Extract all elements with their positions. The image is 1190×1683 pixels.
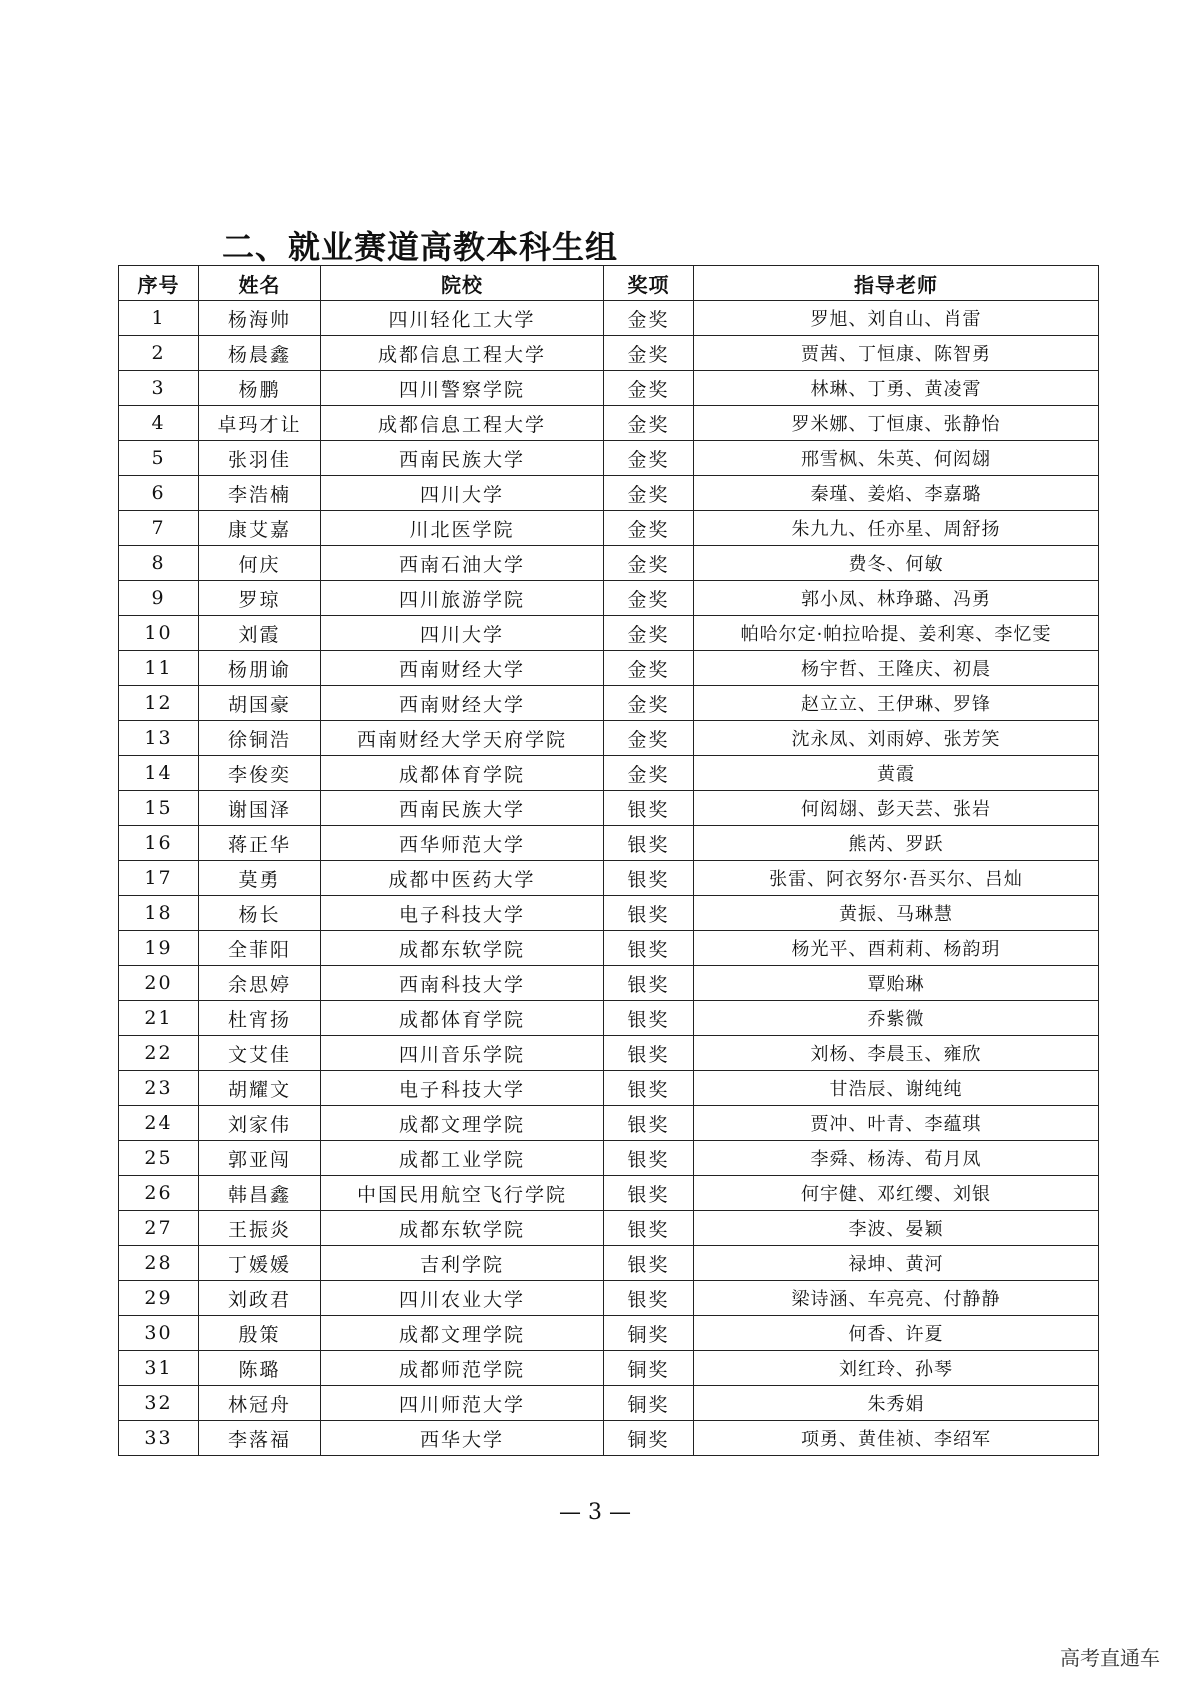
cell-name: 郭亚闯: [199, 1141, 321, 1176]
cell-teachers: 何香、许夏: [694, 1316, 1099, 1351]
cell-award: 金奖: [604, 721, 694, 756]
cell-teachers: 杨光平、酉莉莉、杨韵玥: [694, 931, 1099, 966]
cell-teachers: 何闳翃、彭天芸、张岩: [694, 791, 1099, 826]
table-row: [119, 616, 1099, 651]
table-row: [119, 896, 1099, 931]
cell-name: 余思婷: [199, 966, 321, 1001]
cell-school: 四川师范大学: [321, 1386, 604, 1421]
table-row: [119, 1281, 1099, 1316]
table-row: [119, 511, 1099, 546]
table-row: [119, 371, 1099, 406]
table-body: [119, 301, 1099, 1456]
table-row: [119, 581, 1099, 616]
cell-teachers: 杨宇哲、王隆庆、初晨: [694, 651, 1099, 686]
cell-name: 李俊奕: [199, 756, 321, 791]
cell-no: 25: [119, 1141, 199, 1176]
cell-no: 32: [119, 1386, 199, 1421]
table-row: [119, 966, 1099, 1001]
cell-school: 四川农业大学: [321, 1281, 604, 1316]
table-row: [119, 791, 1099, 826]
cell-award: 银奖: [604, 931, 694, 966]
cell-teachers: 刘杨、李晨玉、雍欣: [694, 1036, 1099, 1071]
table-row: [119, 826, 1099, 861]
cell-no: 1: [119, 301, 199, 336]
cell-school: 四川旅游学院: [321, 581, 604, 616]
cell-no: 10: [119, 616, 199, 651]
cell-school: 成都师范学院: [321, 1351, 604, 1386]
cell-teachers: 乔紫微: [694, 1001, 1099, 1036]
table-row: [119, 546, 1099, 581]
table-header-row: [119, 266, 1099, 301]
cell-school: 四川警察学院: [321, 371, 604, 406]
table-row: [119, 1386, 1099, 1421]
cell-award: 金奖: [604, 651, 694, 686]
cell-name: 杨海帅: [199, 301, 321, 336]
table-row: [119, 721, 1099, 756]
cell-name: 卓玛才让: [199, 406, 321, 441]
cell-name: 王振炎: [199, 1211, 321, 1246]
cell-award: 银奖: [604, 1106, 694, 1141]
cell-teachers: 罗旭、刘自山、肖雷: [694, 301, 1099, 336]
cell-teachers: 罗米娜、丁恒康、张静怡: [694, 406, 1099, 441]
cell-no: 9: [119, 581, 199, 616]
cell-name: 杨晨鑫: [199, 336, 321, 371]
cell-award: 银奖: [604, 1071, 694, 1106]
cell-name: 刘家伟: [199, 1106, 321, 1141]
cell-school: 电子科技大学: [321, 896, 604, 931]
cell-name: 刘政君: [199, 1281, 321, 1316]
cell-award: 银奖: [604, 1211, 694, 1246]
cell-teachers: 项勇、黄佳祯、李绍军: [694, 1421, 1099, 1456]
cell-no: 31: [119, 1351, 199, 1386]
cell-school: 西南石油大学: [321, 546, 604, 581]
cell-school: 成都信息工程大学: [321, 406, 604, 441]
table-row: [119, 686, 1099, 721]
cell-name: 刘霞: [199, 616, 321, 651]
cell-no: 14: [119, 756, 199, 791]
cell-no: 17: [119, 861, 199, 896]
cell-name: 蒋正华: [199, 826, 321, 861]
cell-teachers: 黄霞: [694, 756, 1099, 791]
cell-no: 27: [119, 1211, 199, 1246]
watermark: 高考直通车: [1060, 1646, 1160, 1670]
table-row: [119, 1106, 1099, 1141]
cell-name: 林冠舟: [199, 1386, 321, 1421]
cell-school: 成都体育学院: [321, 1001, 604, 1036]
cell-no: 18: [119, 896, 199, 931]
cell-teachers: 覃贻琳: [694, 966, 1099, 1001]
cell-award: 银奖: [604, 1281, 694, 1316]
cell-award: 银奖: [604, 861, 694, 896]
table-row: [119, 1211, 1099, 1246]
cell-name: 谢国泽: [199, 791, 321, 826]
table-row: [119, 476, 1099, 511]
cell-school: 西南财经大学: [321, 686, 604, 721]
cell-teachers: 李舜、杨涛、荀月凤: [694, 1141, 1099, 1176]
cell-name: 张羽佳: [199, 441, 321, 476]
cell-teachers: 贾冲、叶青、李蕴琪: [694, 1106, 1099, 1141]
cell-award: 银奖: [604, 896, 694, 931]
cell-name: 莫勇: [199, 861, 321, 896]
cell-no: 2: [119, 336, 199, 371]
cell-award: 银奖: [604, 1246, 694, 1281]
cell-no: 7: [119, 511, 199, 546]
cell-school: 西南财经大学天府学院: [321, 721, 604, 756]
cell-school: 四川轻化工大学: [321, 301, 604, 336]
header-school: 院校: [321, 266, 604, 301]
cell-no: 20: [119, 966, 199, 1001]
cell-name: 李落福: [199, 1421, 321, 1456]
cell-school: 西南民族大学: [321, 791, 604, 826]
cell-teachers: 费冬、何敏: [694, 546, 1099, 581]
cell-award: 金奖: [604, 756, 694, 791]
header-teachers: 指导老师: [694, 266, 1099, 301]
cell-teachers: 甘浩辰、谢纯纯: [694, 1071, 1099, 1106]
cell-no: 28: [119, 1246, 199, 1281]
cell-school: 成都体育学院: [321, 756, 604, 791]
cell-school: 西南民族大学: [321, 441, 604, 476]
cell-teachers: 黄振、马琳慧: [694, 896, 1099, 931]
cell-name: 陈璐: [199, 1351, 321, 1386]
cell-name: 康艾嘉: [199, 511, 321, 546]
cell-award: 金奖: [604, 476, 694, 511]
table-row: [119, 1316, 1099, 1351]
cell-school: 成都东软学院: [321, 1211, 604, 1246]
cell-teachers: 梁诗涵、车亮亮、付静静: [694, 1281, 1099, 1316]
cell-award: 银奖: [604, 966, 694, 1001]
cell-no: 3: [119, 371, 199, 406]
cell-school: 川北医学院: [321, 511, 604, 546]
cell-award: 银奖: [604, 1036, 694, 1071]
cell-award: 银奖: [604, 1176, 694, 1211]
table-row: [119, 1246, 1099, 1281]
table-row: [119, 1351, 1099, 1386]
table-row: [119, 1421, 1099, 1456]
cell-award: 银奖: [604, 791, 694, 826]
cell-name: 杨长: [199, 896, 321, 931]
table-row: [119, 1176, 1099, 1211]
cell-name: 韩昌鑫: [199, 1176, 321, 1211]
cell-award: 铜奖: [604, 1316, 694, 1351]
cell-award: 金奖: [604, 511, 694, 546]
table-row: [119, 1071, 1099, 1106]
cell-name: 文艾佳: [199, 1036, 321, 1071]
cell-no: 29: [119, 1281, 199, 1316]
cell-school: 四川大学: [321, 476, 604, 511]
cell-teachers: 贾茜、丁恒康、陈智勇: [694, 336, 1099, 371]
cell-no: 26: [119, 1176, 199, 1211]
cell-no: 4: [119, 406, 199, 441]
table-row: [119, 1141, 1099, 1176]
cell-school: 成都信息工程大学: [321, 336, 604, 371]
cell-award: 银奖: [604, 1141, 694, 1176]
cell-teachers: 秦瑾、姜焰、李嘉璐: [694, 476, 1099, 511]
header-name: 姓名: [199, 266, 321, 301]
cell-name: 丁媛媛: [199, 1246, 321, 1281]
cell-no: 30: [119, 1316, 199, 1351]
cell-school: 电子科技大学: [321, 1071, 604, 1106]
cell-no: 16: [119, 826, 199, 861]
table-row: [119, 861, 1099, 896]
cell-teachers: 郭小凤、林琤璐、冯勇: [694, 581, 1099, 616]
page-number: — 3 —: [559, 1500, 631, 1525]
cell-name: 何庆: [199, 546, 321, 581]
cell-teachers: 朱秀娟: [694, 1386, 1099, 1421]
cell-school: 成都文理学院: [321, 1316, 604, 1351]
cell-award: 铜奖: [604, 1386, 694, 1421]
cell-school: 中国民用航空飞行学院: [321, 1176, 604, 1211]
cell-name: 杨朋谕: [199, 651, 321, 686]
cell-award: 金奖: [604, 581, 694, 616]
cell-teachers: 朱九九、任亦星、周舒扬: [694, 511, 1099, 546]
cell-teachers: 何宇健、邓红缨、刘银: [694, 1176, 1099, 1211]
cell-school: 成都中医药大学: [321, 861, 604, 896]
cell-teachers: 熊芮、罗跃: [694, 826, 1099, 861]
cell-award: 铜奖: [604, 1351, 694, 1386]
table-row: [119, 1001, 1099, 1036]
cell-no: 21: [119, 1001, 199, 1036]
table-row: [119, 301, 1099, 336]
cell-no: 19: [119, 931, 199, 966]
cell-award: 金奖: [604, 686, 694, 721]
table-row: [119, 441, 1099, 476]
table-row: [119, 1036, 1099, 1071]
cell-name: 全菲阳: [199, 931, 321, 966]
cell-name: 罗琼: [199, 581, 321, 616]
table-row: [119, 931, 1099, 966]
table-row: [119, 406, 1099, 441]
cell-teachers: 帕哈尔定·帕拉哈提、姜利寒、李忆雯: [694, 616, 1099, 651]
cell-name: 杜宵扬: [199, 1001, 321, 1036]
cell-teachers: 赵立立、王伊琳、罗锋: [694, 686, 1099, 721]
header-no: 序号: [119, 266, 199, 301]
cell-award: 银奖: [604, 826, 694, 861]
cell-no: 22: [119, 1036, 199, 1071]
cell-school: 吉利学院: [321, 1246, 604, 1281]
cell-teachers: 禄坤、黄河: [694, 1246, 1099, 1281]
cell-no: 23: [119, 1071, 199, 1106]
cell-school: 西华师范大学: [321, 826, 604, 861]
table-row: [119, 651, 1099, 686]
cell-school: 西南科技大学: [321, 966, 604, 1001]
awards-table: [118, 265, 1099, 1456]
cell-award: 金奖: [604, 406, 694, 441]
cell-name: 杨鹏: [199, 371, 321, 406]
cell-award: 金奖: [604, 441, 694, 476]
cell-no: 5: [119, 441, 199, 476]
cell-award: 银奖: [604, 1001, 694, 1036]
cell-teachers: 邢雪枫、朱英、何闳翃: [694, 441, 1099, 476]
cell-name: 徐铜浩: [199, 721, 321, 756]
cell-no: 33: [119, 1421, 199, 1456]
cell-award: 金奖: [604, 301, 694, 336]
cell-school: 成都工业学院: [321, 1141, 604, 1176]
table-row: [119, 336, 1099, 371]
cell-award: 铜奖: [604, 1421, 694, 1456]
cell-award: 金奖: [604, 371, 694, 406]
cell-no: 12: [119, 686, 199, 721]
cell-school: 成都东软学院: [321, 931, 604, 966]
section-title: 二、就业赛道高教本科生组: [222, 228, 619, 266]
cell-teachers: 林琳、丁勇、黄凌霄: [694, 371, 1099, 406]
cell-no: 11: [119, 651, 199, 686]
cell-name: 胡耀文: [199, 1071, 321, 1106]
cell-teachers: 张雷、阿衣努尔·吾买尔、吕灿: [694, 861, 1099, 896]
cell-name: 李浩楠: [199, 476, 321, 511]
cell-school: 四川音乐学院: [321, 1036, 604, 1071]
cell-school: 西华大学: [321, 1421, 604, 1456]
cell-award: 金奖: [604, 546, 694, 581]
cell-teachers: 沈永凤、刘雨婷、张芳笑: [694, 721, 1099, 756]
cell-no: 15: [119, 791, 199, 826]
cell-no: 24: [119, 1106, 199, 1141]
cell-no: 13: [119, 721, 199, 756]
cell-school: 成都文理学院: [321, 1106, 604, 1141]
cell-teachers: 刘红玲、孙琴: [694, 1351, 1099, 1386]
table-row: [119, 756, 1099, 791]
cell-school: 四川大学: [321, 616, 604, 651]
cell-teachers: 李波、晏颖: [694, 1211, 1099, 1246]
cell-name: 殷策: [199, 1316, 321, 1351]
header-award: 奖项: [604, 266, 694, 301]
cell-award: 金奖: [604, 336, 694, 371]
cell-name: 胡国豪: [199, 686, 321, 721]
cell-no: 8: [119, 546, 199, 581]
cell-award: 金奖: [604, 616, 694, 651]
cell-school: 西南财经大学: [321, 651, 604, 686]
cell-no: 6: [119, 476, 199, 511]
